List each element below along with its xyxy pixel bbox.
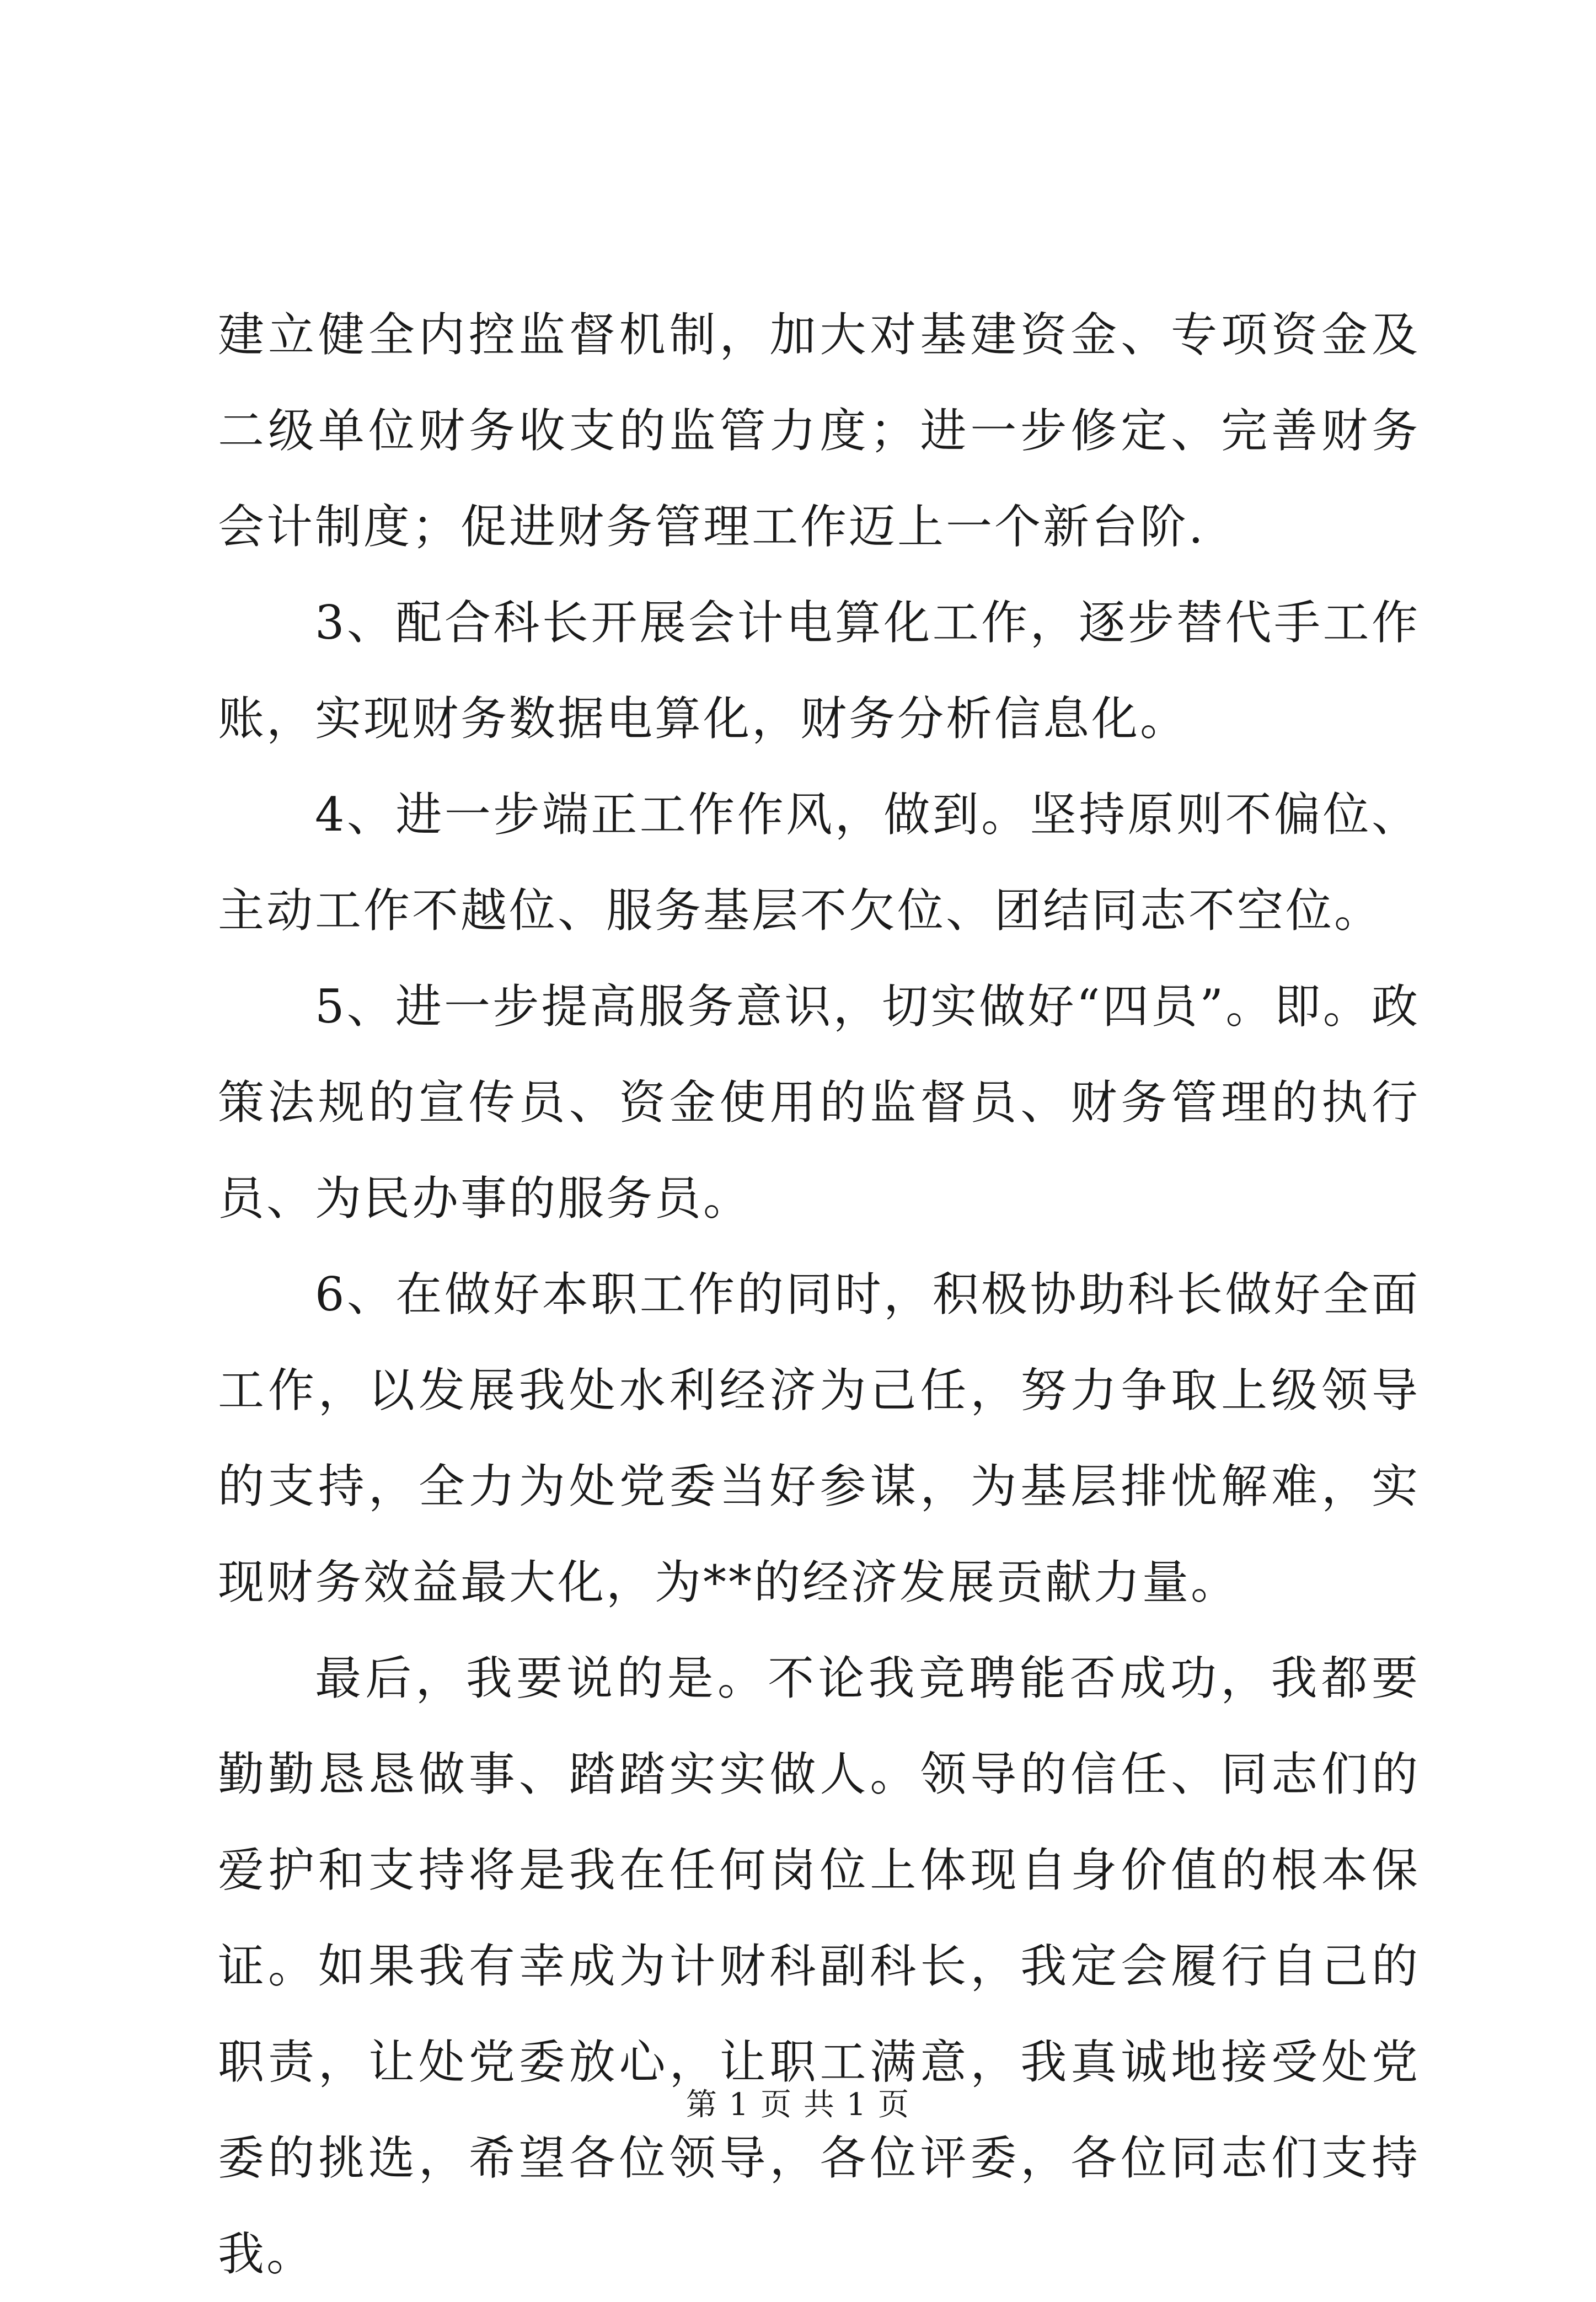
page-number-label: 第 1 页 共 1 页 (685, 2087, 911, 2123)
paragraph-item-4: 4、进一步端正工作作风，做到。坚持原则不偏位、主动工作不越位、服务基层不欠位、团结同志不空位。 (218, 788, 1420, 938)
paragraph-item-3: 3、配合科长开展会计电算化工作，逐步替代手工作账，实现财务数据电算化，财务分析信息化。 (218, 596, 1420, 746)
paragraph-closing: 最后，我要说的是。不论我竞聘能否成功，我都要勤勤恳恳做事、踏踏实实做人。领导的信任、同志们的爱护和支持将是我在任何岗位上体现自身价值的根本保证。如果我有幸成为计财科副科长，我定会履行自己的职责，让处党委放心，让职工满意，我真诚地接受处党委的挑选，希望各位领导，各位评委，各位同志们支持我。 (218, 1651, 1420, 2281)
paragraph-item-6: 6、在做好本职工作的同时，积极协助科长做好全面工作，以发展我处水利经济为己任，努力争取上级领导的支持，全力为处党委当好参谋，为基层排忧解难，实现财务效益最大化，为**的经济发展贡献力量。 (218, 1267, 1420, 1609)
page-footer (0, 2080, 1596, 2124)
paragraph-item-5: 5、进一步提高服务意识，切实做好“四员”。即。政策法规的宣传员、资金使用的监督员、财务管理的执行员、为民办事的服务员。 (218, 979, 1420, 1225)
document-body (218, 287, 1420, 2302)
paragraph-continuation: 建立健全内控监督机制，加大对基建资金、专项资金及二级单位财务收支的监管力度；进一步修定、完善财务会计制度；促进财务管理工作迈上一个新台阶. (218, 308, 1420, 554)
